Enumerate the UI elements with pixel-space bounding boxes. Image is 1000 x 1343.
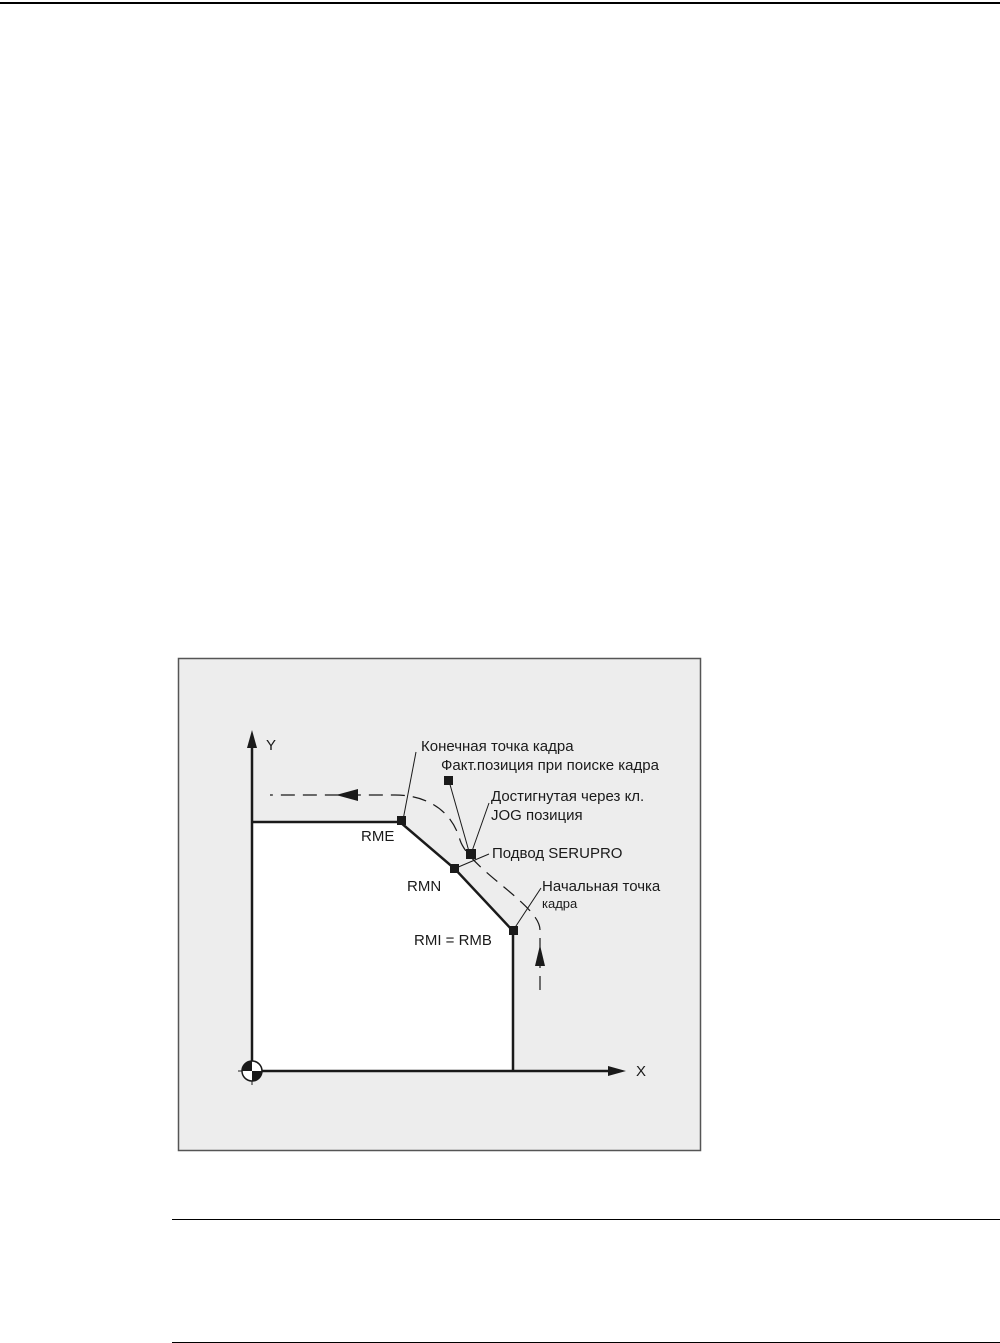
rmn-label: RMN [407,878,442,895]
callout-block-start-line2: кадра [542,896,578,911]
rme-label: RME [361,828,395,845]
actual-position-marker [444,776,453,785]
rmb-point-marker [509,926,518,935]
note-top-rule [172,1219,1000,1220]
callout-reached-jog-line1: Достигнутая через кл. [491,788,645,805]
callout-block-start-line1: Начальная точка [542,878,661,895]
callout-reached-jog-line2: JOG позиция [491,807,583,824]
x-axis-label: X [636,1063,647,1080]
callout-actual-position: Факт.позиция при поиске кадра [441,757,659,774]
rmi-rmb-label: RMI = RMB [414,932,492,949]
rme-point-marker [397,816,406,825]
callout-serupro-approach: Подвод SERUPRO [492,845,623,862]
rmn-point-marker [450,864,459,873]
y-axis-label: Y [266,737,277,754]
jog-position-marker [466,849,476,859]
callout-block-end-point: Конечная точка кадра [421,738,574,755]
